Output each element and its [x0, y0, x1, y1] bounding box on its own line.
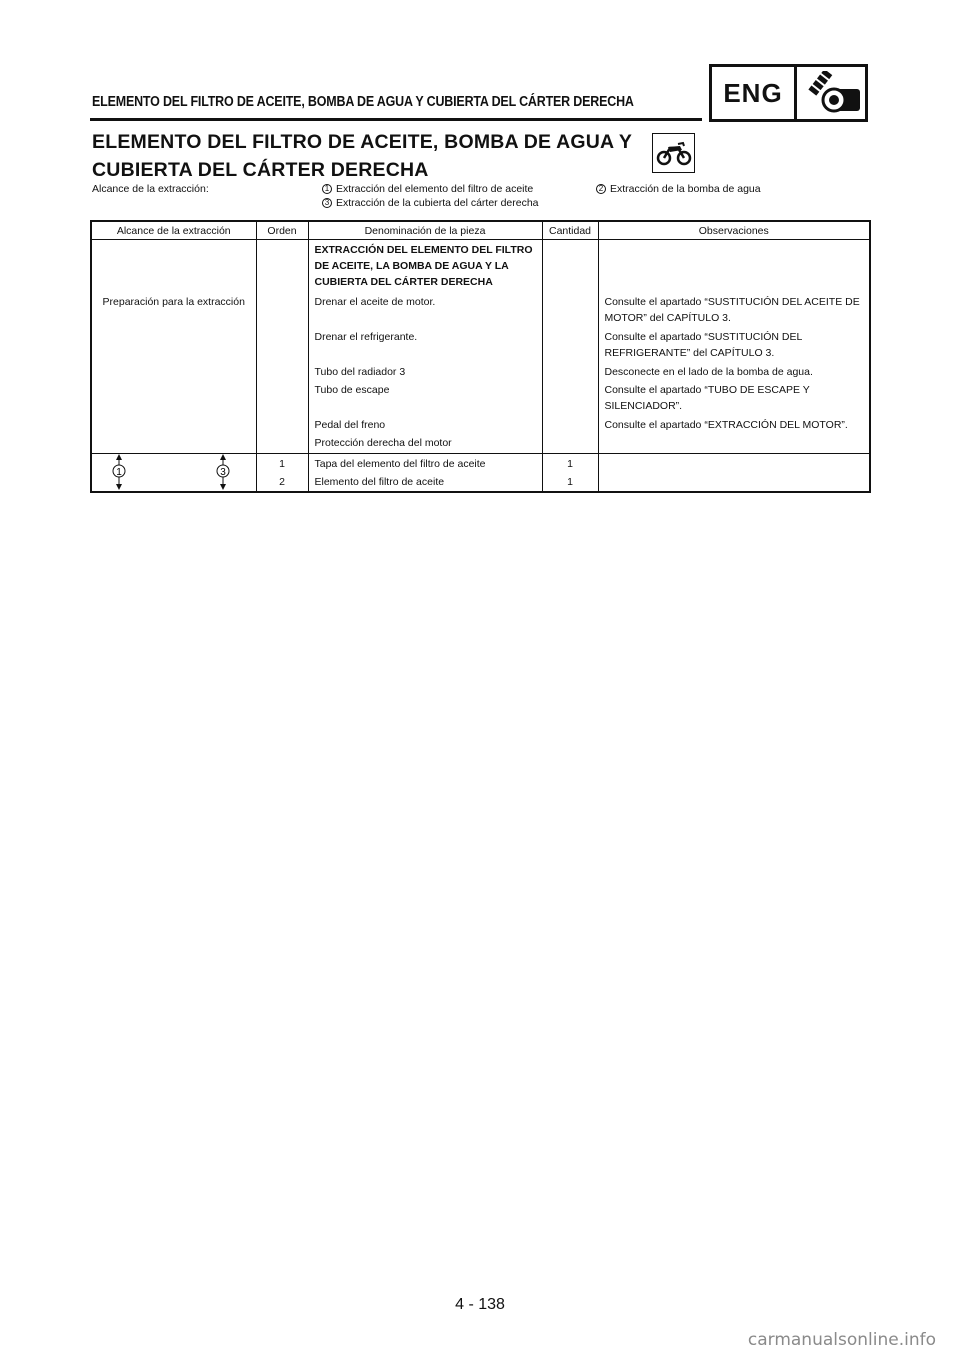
- table-row: [91, 362, 870, 381]
- part-name: Elemento del filtro de aceite: [308, 473, 542, 492]
- part-name: Protección derecha del motor: [308, 434, 542, 454]
- scope-item-text: Extracción de la cubierta del cárter derecha: [336, 197, 539, 209]
- circled-number: 3: [322, 198, 332, 208]
- part-name: Drenar el refrigerante.: [308, 327, 542, 362]
- header-quantity: Cantidad: [542, 221, 598, 240]
- scope-item-1: [322, 183, 533, 195]
- motorcycle-badge: [652, 133, 695, 173]
- header-order: Orden: [256, 221, 308, 240]
- watermark: carmanualsonline.info: [747, 1330, 936, 1350]
- remarks: [598, 473, 870, 492]
- circled-number: 2: [596, 184, 606, 194]
- table-row: [91, 415, 870, 434]
- table-row: [91, 291, 870, 327]
- header-part-name: Denominación de la pieza: [308, 221, 542, 240]
- step-order: 1: [256, 454, 308, 474]
- header-remarks: Observaciones: [598, 221, 870, 240]
- scope-item-text: Extracción de la bomba de agua: [610, 183, 761, 195]
- motorcycle-icon: [656, 140, 692, 166]
- procedure-table: [90, 220, 871, 493]
- quantity: 1: [542, 454, 598, 474]
- table-row: [91, 240, 870, 292]
- quantity: 1: [542, 473, 598, 492]
- engine-bolt-icon: [797, 67, 865, 119]
- scope-item-text: Extracción del elemento del filtro de aceite: [336, 183, 534, 195]
- section-title: [92, 128, 652, 184]
- scope-item-3: [322, 197, 539, 209]
- table-header-row: [91, 221, 870, 240]
- remarks: Desconecte en el lado de la bomba de agua.: [598, 362, 870, 381]
- part-name: Tubo del radiador 3: [308, 362, 542, 381]
- prep-label: Preparación para la extracción: [91, 291, 256, 327]
- remarks: [598, 454, 870, 474]
- step-order: 2: [256, 473, 308, 492]
- remarks: Consulte el apartado “TUBO DE ESCAPE Y SILENCIADOR”.: [598, 381, 870, 415]
- table-row: [91, 327, 870, 362]
- part-name: Tubo de escape: [308, 381, 542, 415]
- eng-label: ENG: [712, 67, 797, 119]
- scope-item-2: [596, 183, 761, 195]
- range-arrows: [92, 454, 257, 490]
- table-row: [91, 434, 870, 454]
- part-name: Tapa del elemento del filtro de aceite: [308, 454, 542, 474]
- section-title-line-2: CUBIERTA DEL CÁRTER DERECHA: [92, 159, 429, 181]
- eng-section-tab: [709, 64, 868, 122]
- range-marker-end: 3: [220, 467, 226, 478]
- part-name: Pedal del freno: [308, 415, 542, 434]
- remarks: Consulte el apartado “SUSTITUCIÓN DEL ACEITE DE MOTOR” del CAPÍTULO 3.: [598, 291, 870, 327]
- table-row: [91, 454, 870, 474]
- procedure-section-title: EXTRACCIÓN DEL ELEMENTO DEL FILTRO DE ACEITE, LA BOMBA DE AGUA Y LA CUBIERTA DEL CÁRTER DERECHA: [308, 240, 542, 292]
- part-name: Drenar el aceite de motor.: [308, 291, 542, 327]
- header-scope: Alcance de la extracción: [91, 221, 256, 240]
- table-row: [91, 381, 870, 415]
- running-header: ELEMENTO DEL FILTRO DE ACEITE, BOMBA DE AGUA Y CUBIERTA DEL CÁRTER DERECHA: [92, 94, 634, 110]
- remarks: [598, 434, 870, 454]
- range-marker-start: 1: [116, 467, 122, 478]
- scope-label: Alcance de la extracción:: [92, 183, 209, 195]
- section-title-line-1: ELEMENTO DEL FILTRO DE ACEITE, BOMBA DE AGUA Y: [92, 131, 633, 153]
- header-rule: [90, 118, 702, 121]
- circled-number: 1: [322, 184, 332, 194]
- page-number: 4 - 138: [455, 1296, 505, 1313]
- remarks: Consulte el apartado “SUSTITUCIÓN DEL REFRIGERANTE” del CAPÍTULO 3.: [598, 327, 870, 362]
- remarks: Consulte el apartado “EXTRACCIÓN DEL MOTOR”.: [598, 415, 870, 434]
- removal-range-markers: [91, 454, 256, 493]
